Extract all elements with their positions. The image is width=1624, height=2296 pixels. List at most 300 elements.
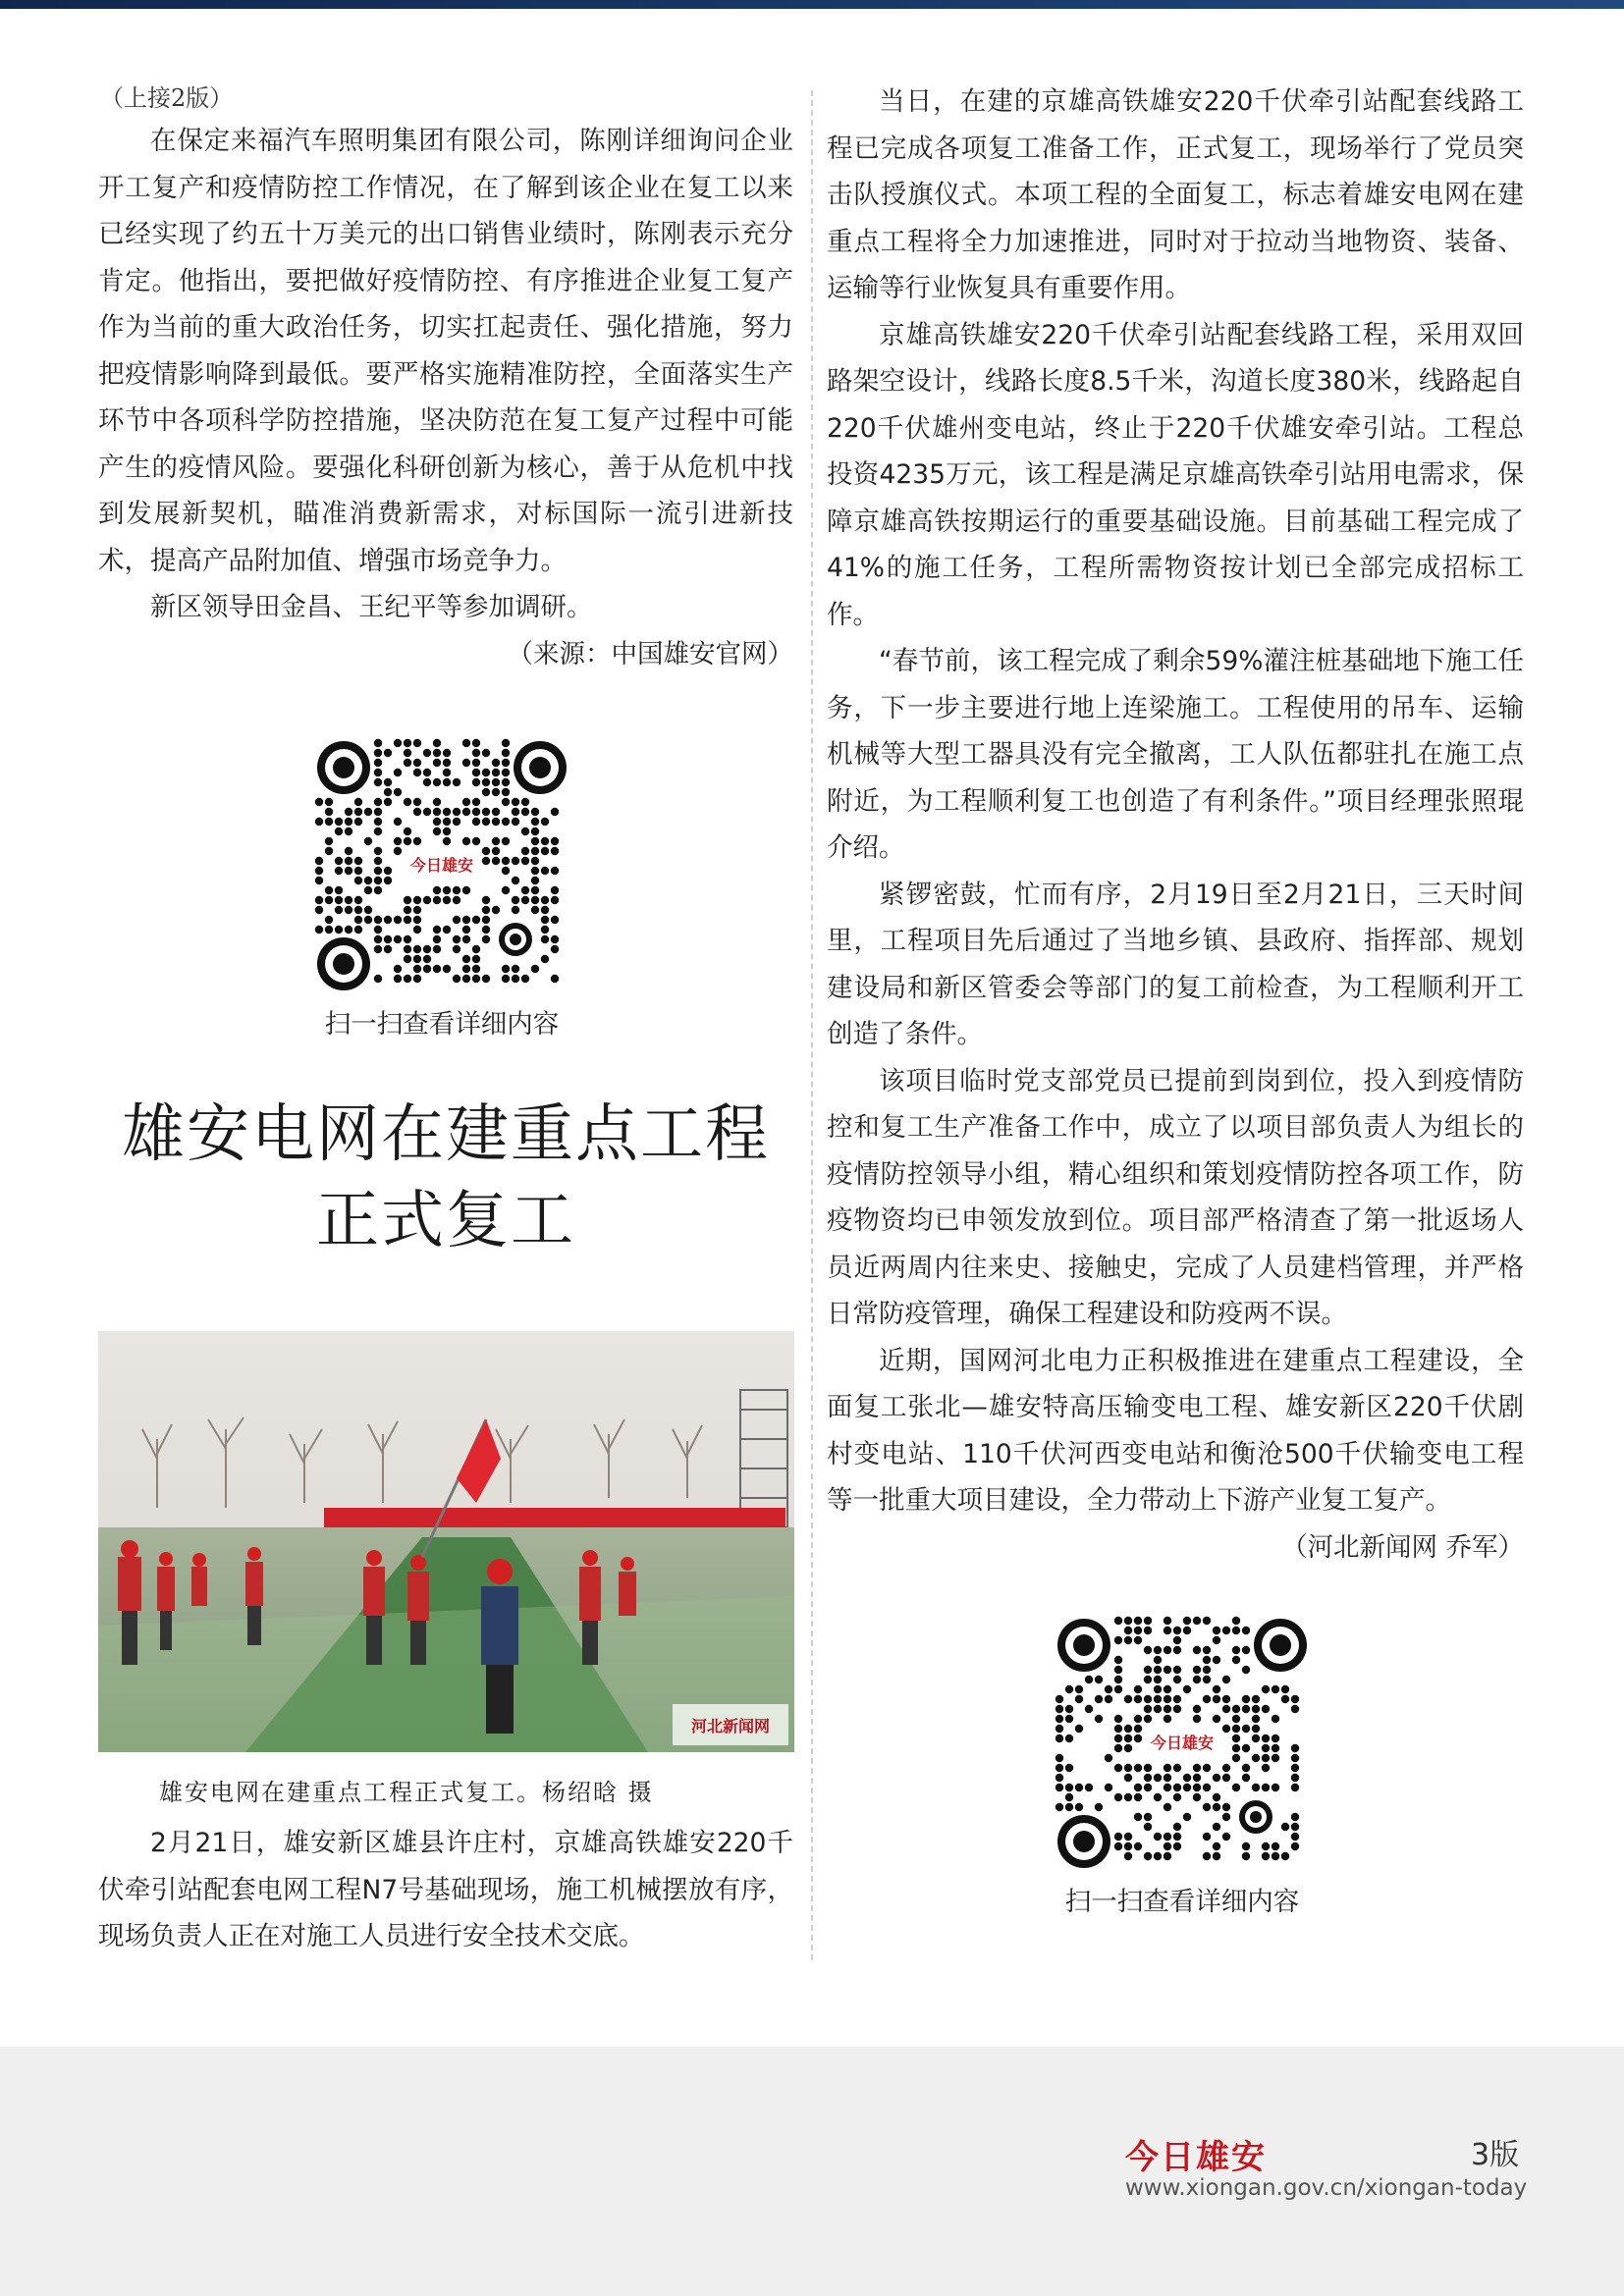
qr-module [1173, 1842, 1181, 1850]
qr-module [1144, 1627, 1152, 1634]
qr-module [1232, 1735, 1240, 1742]
qr-module [433, 739, 441, 747]
qr-code-block[interactable] [1055, 1616, 1310, 1922]
qr-code-icon[interactable] [314, 738, 569, 993]
qr-module [521, 886, 529, 894]
qr-module [1213, 1793, 1220, 1801]
qr-module [443, 749, 451, 757]
qr-module [374, 926, 382, 934]
qr-module [1222, 1803, 1230, 1811]
qr-module [521, 847, 529, 855]
qr-module [1164, 1617, 1171, 1625]
qr-module [1252, 1725, 1260, 1733]
qr-module [1056, 1725, 1063, 1733]
qr-module [394, 916, 402, 924]
qr-module [502, 788, 510, 796]
qr-module [1056, 1774, 1063, 1782]
qr-module [1173, 1627, 1181, 1634]
qr-module [1183, 1813, 1191, 1821]
qr-module [1222, 1695, 1230, 1703]
qr-module [1134, 1695, 1142, 1703]
qr-module [1056, 1695, 1063, 1703]
qr-module [1144, 1852, 1152, 1860]
qr-module [1105, 1695, 1112, 1703]
qr-module [482, 906, 490, 914]
qr-module [1213, 1823, 1220, 1831]
qr-module [1203, 1764, 1211, 1772]
article-paragraph: 紧锣密鼓，忙而有序，2月19日至2月21日，三天时间里，工程项目先后通过了当地乡镇、县政府、指挥部、规划建设局和新区管委会等部门的复工前检查，为工程顺利开工创造了条件。 [827, 879, 1524, 1049]
qr-caption: 扫一扫查看详细内容 [324, 1009, 560, 1040]
qr-module [482, 935, 490, 943]
qr-module [315, 906, 323, 914]
qr-module [1262, 1685, 1270, 1693]
qr-module [1114, 1725, 1122, 1733]
qr-module [1262, 1754, 1270, 1762]
qr-module [413, 808, 421, 816]
qr-module [462, 837, 470, 845]
qr-module [1272, 1744, 1279, 1752]
qr-module [1262, 1744, 1270, 1752]
qr-module [1193, 1617, 1201, 1625]
qr-module [1291, 1744, 1299, 1752]
qr-module [531, 896, 539, 904]
qr-module [482, 818, 490, 826]
qr-module [1173, 1764, 1181, 1772]
qr-module [404, 759, 411, 767]
qr-module [1242, 1695, 1250, 1703]
qr-module [1164, 1646, 1171, 1654]
qr-module [482, 847, 490, 855]
qr-module [1252, 1715, 1260, 1723]
qr-module [325, 837, 333, 845]
qr-module [394, 818, 402, 826]
qr-module [482, 975, 490, 983]
qr-module [521, 857, 529, 865]
qr-module [1222, 1764, 1230, 1772]
qr-module [1262, 1705, 1270, 1713]
qr-module [443, 896, 451, 904]
qr-module [453, 886, 460, 894]
qr-module [502, 867, 510, 875]
qr-module [1203, 1656, 1211, 1664]
news-photo [98, 1331, 794, 1752]
qr-module [1154, 1705, 1162, 1713]
qr-module [1164, 1842, 1171, 1850]
qr-module [1105, 1754, 1112, 1762]
qr-module [433, 945, 441, 953]
qr-module [1203, 1666, 1211, 1674]
qr-module [551, 867, 559, 875]
qr-module [1222, 1676, 1230, 1683]
article-paragraph: 2月21日，雄安新区雄县许庄村，京雄高铁雄安220千伏牵引站配套电网工程N7号基础现场，施工机械摆放有序，现场负责人正在对施工人员进行安全技术交底。 [98, 1828, 793, 1951]
qr-module [492, 857, 500, 865]
qr-module [1252, 1784, 1260, 1791]
qr-code-icon[interactable] [1055, 1616, 1310, 1871]
qr-module [354, 857, 362, 865]
qr-module [1183, 1685, 1191, 1693]
qr-module [1124, 1636, 1132, 1644]
qr-module [1144, 1823, 1152, 1831]
qr-module [492, 818, 500, 826]
qr-module [492, 808, 500, 816]
qr-module [335, 886, 343, 894]
page-number: 3版 [1471, 2138, 1520, 2172]
qr-module [1065, 1764, 1073, 1772]
qr-module [374, 808, 382, 816]
qr-module [1213, 1803, 1220, 1811]
qr-module [541, 916, 549, 924]
qr-module [404, 837, 411, 845]
qr-module [1124, 1725, 1132, 1733]
qr-module [1173, 1823, 1181, 1831]
qr-module [315, 896, 323, 904]
qr-module [1272, 1784, 1279, 1791]
qr-module [1114, 1842, 1122, 1850]
qr-module [1272, 1715, 1279, 1723]
qr-module [1183, 1627, 1191, 1634]
qr-module [1065, 1793, 1073, 1801]
qr-module [1065, 1705, 1073, 1713]
qr-module [1154, 1676, 1162, 1683]
qr-module [512, 808, 519, 816]
qr-module [1232, 1784, 1240, 1791]
qr-module [1291, 1833, 1299, 1841]
qr-module [1242, 1627, 1250, 1634]
qr-module [502, 778, 510, 786]
qr-module [413, 955, 421, 963]
qr-module [502, 798, 510, 806]
footer-url[interactable]: www.xiongan.gov.cn/xiongan-today [1125, 2175, 1528, 2201]
qr-module [423, 945, 431, 953]
qr-module [1124, 1774, 1132, 1782]
qr-module [502, 749, 510, 757]
qr-module [413, 906, 421, 914]
qr-module [394, 847, 402, 855]
qr-module [1222, 1833, 1230, 1841]
qr-module [364, 886, 372, 894]
qr-module [1134, 1685, 1142, 1693]
qr-module [1193, 1705, 1201, 1713]
qr-module [472, 739, 480, 747]
qr-module [364, 808, 372, 816]
qr-module [374, 818, 382, 826]
qr-module [374, 778, 382, 786]
qr-module [423, 896, 431, 904]
qr-module [1281, 1695, 1289, 1703]
qr-module [1291, 1784, 1299, 1791]
qr-module [374, 945, 382, 953]
photo-caption: 雄安电网在建重点工程正式复工。杨绍晗 摄 [159, 1779, 654, 1806]
qr-module [1222, 1627, 1230, 1634]
qr-module [1164, 1784, 1171, 1791]
qr-module [531, 818, 539, 826]
qr-module [1291, 1754, 1299, 1762]
qr-module [462, 808, 470, 816]
qr-module [472, 975, 480, 983]
qr-module [364, 916, 372, 924]
qr-module [502, 837, 510, 845]
qr-module [384, 916, 392, 924]
qr-module [325, 926, 333, 934]
qr-module [541, 847, 549, 855]
qr-module [1203, 1695, 1211, 1703]
qr-module [551, 837, 559, 845]
qr-module [482, 778, 490, 786]
qr-module [345, 847, 352, 855]
qr-module [325, 916, 333, 924]
qr-module [404, 955, 411, 963]
qr-module [433, 896, 441, 904]
qr-module [1291, 1774, 1299, 1782]
qr-module [404, 828, 411, 835]
qr-module [1242, 1774, 1250, 1782]
qr-module [374, 975, 382, 983]
qr-module [1193, 1666, 1201, 1674]
qr-module [413, 837, 421, 845]
qr-module [1272, 1754, 1279, 1762]
qr-module [1065, 1784, 1073, 1791]
qr-module [512, 857, 519, 865]
qr-module [413, 759, 421, 767]
right-column [827, 79, 1524, 1571]
qr-module [521, 798, 529, 806]
qr-module [1095, 1715, 1103, 1723]
qr-module [1095, 1676, 1103, 1683]
qr-module [1193, 1793, 1201, 1801]
photo-description [98, 1820, 793, 1960]
qr-module [384, 867, 392, 875]
qr-module [1144, 1676, 1152, 1683]
qr-module [453, 808, 460, 816]
headline-line: 正式复工 [316, 1185, 575, 1257]
qr-module [443, 828, 451, 835]
qr-module [1114, 1617, 1122, 1625]
qr-module [1164, 1764, 1171, 1772]
qr-module [1134, 1735, 1142, 1742]
qr-module [1252, 1735, 1260, 1742]
qr-module [1291, 1764, 1299, 1772]
qr-module [423, 965, 431, 973]
qr-module [541, 818, 549, 826]
qr-module [541, 926, 549, 934]
qr-module [551, 916, 559, 924]
qr-module [413, 798, 421, 806]
qr-module [384, 749, 392, 757]
qr-module [433, 759, 441, 767]
qr-module [1134, 1764, 1142, 1772]
qr-module [1193, 1646, 1201, 1654]
qr-module [531, 837, 539, 845]
qr-module [1065, 1715, 1073, 1723]
qr-module [443, 778, 451, 786]
qr-module [354, 896, 362, 904]
qr-module [374, 916, 382, 924]
qr-module [1232, 1617, 1240, 1625]
qr-module [1144, 1764, 1152, 1772]
qr-module [1173, 1676, 1181, 1683]
qr-module [1262, 1735, 1270, 1742]
qr-module [364, 877, 372, 884]
qr-module [374, 739, 382, 747]
qr-module [413, 739, 421, 747]
qr-module [1056, 1705, 1063, 1713]
qr-module [1242, 1852, 1250, 1860]
qr-module [551, 808, 559, 816]
qr-module [1164, 1685, 1171, 1693]
qr-module [472, 818, 480, 826]
qr-module [1114, 1793, 1122, 1801]
qr-module [443, 818, 451, 826]
qr-module [512, 906, 519, 914]
qr-module [1281, 1685, 1289, 1693]
qr-module [354, 916, 362, 924]
qr-module [1124, 1627, 1132, 1634]
qr-module [394, 935, 402, 943]
qr-module [1114, 1636, 1122, 1644]
qr-module [1085, 1676, 1093, 1683]
qr-module [1242, 1666, 1250, 1674]
qr-module [453, 975, 460, 983]
qr-module [335, 896, 343, 904]
qr-module [462, 739, 470, 747]
qr-module [374, 847, 382, 855]
qr-module [1114, 1744, 1122, 1752]
qr-module [1252, 1695, 1260, 1703]
qr-module [404, 935, 411, 943]
qr-module [374, 749, 382, 757]
qr-module [541, 906, 549, 914]
qr-module [1134, 1617, 1142, 1625]
qr-module [404, 798, 411, 806]
top-color-bar [0, 0, 1624, 9]
qr-module [502, 759, 510, 767]
qr-module [384, 945, 392, 953]
qr-module [394, 739, 402, 747]
qr-module [453, 935, 460, 943]
qr-module [354, 877, 362, 884]
qr-module [472, 945, 480, 953]
qr-module [1075, 1784, 1083, 1791]
qr-module [1144, 1695, 1152, 1703]
article-paragraph: 京雄高铁雄安220千伏牵引站配套线路工程，采用双回路架空设计，线路长度8.5千米，沟道长度380米，线路起自220千伏雄州变电站，终止于220千伏雄安牵引站。工程总投资4235万元，该工程是满足京雄高铁牵引站用电需求，保障京雄高铁按期运行的重要基础设施。目前基础工程完成了41%的施工任务，工程所需物资按计划已全部完成招标工作。 [827, 319, 1524, 630]
qr-module [502, 818, 510, 826]
qr-module [1272, 1735, 1279, 1742]
qr-module [512, 896, 519, 904]
qr-module [482, 896, 490, 904]
qr-module [1242, 1842, 1250, 1850]
qr-module [1134, 1636, 1142, 1644]
qr-module [453, 896, 460, 904]
qr-module [1056, 1715, 1063, 1723]
qr-module [374, 935, 382, 943]
qr-module [462, 935, 470, 943]
qr-module [1173, 1636, 1181, 1644]
qr-module [345, 828, 352, 835]
qr-module [374, 828, 382, 835]
qr-code-block[interactable] [314, 738, 569, 1044]
qr-module [1173, 1833, 1181, 1841]
qr-module [1173, 1705, 1181, 1713]
qr-module [551, 935, 559, 943]
qr-module [1114, 1833, 1122, 1841]
qr-module [1114, 1715, 1122, 1723]
qr-module [462, 916, 470, 924]
qr-module [521, 808, 529, 816]
qr-module [1114, 1685, 1122, 1693]
qr-module [1144, 1617, 1152, 1625]
qr-module [354, 818, 362, 826]
qr-module [1203, 1784, 1211, 1791]
qr-module [1232, 1725, 1240, 1733]
qr-module [482, 808, 490, 816]
qr-module [502, 739, 510, 747]
qr-module [551, 896, 559, 904]
qr-module [1291, 1695, 1299, 1703]
qr-module [1114, 1676, 1122, 1683]
qr-module [482, 926, 490, 934]
qr-module [384, 935, 392, 943]
qr-module [1114, 1764, 1122, 1772]
qr-module [433, 926, 441, 934]
qr-module [384, 798, 392, 806]
qr-module [492, 847, 500, 855]
qr-module [531, 906, 539, 914]
qr-module [1085, 1784, 1093, 1791]
qr-module [1124, 1617, 1132, 1625]
qr-module [462, 926, 470, 934]
qr-module [531, 867, 539, 875]
qr-module [1193, 1715, 1201, 1723]
qr-module [472, 778, 480, 786]
qr-module [335, 867, 343, 875]
qr-module [413, 945, 421, 953]
qr-module [531, 828, 539, 835]
qr-module [413, 926, 421, 934]
qr-module [1134, 1715, 1142, 1723]
qr-module [1075, 1803, 1083, 1811]
headline-line: 雄安电网在建重点工程 [122, 1098, 770, 1171]
qr-module [384, 788, 392, 796]
qr-module [1144, 1774, 1152, 1782]
qr-module [1183, 1784, 1191, 1791]
qr-module [315, 877, 323, 884]
qr-module [472, 798, 480, 806]
qr-module [1281, 1823, 1289, 1831]
qr-module [1203, 1646, 1211, 1654]
qr-module [325, 808, 333, 816]
article-paragraph: 当日，在建的京雄高铁雄安220千伏牵引站配套线路工程已完成各项复工准备工作，正式复工，现场举行了党员突击队授旗仪式。本项工程的全面复工，标志着雄安电网在建重点工程将全力加速推进，同时对于拉动当地物资、装备、运输等行业恢复具有重要作用。 [827, 86, 1524, 303]
qr-module [531, 847, 539, 855]
qr-module [433, 828, 441, 835]
qr-module [1144, 1784, 1152, 1791]
qr-module [404, 749, 411, 757]
qr-module [1114, 1666, 1122, 1674]
qr-module [531, 965, 539, 973]
qr-module [1213, 1695, 1220, 1703]
column-divider [811, 90, 813, 1960]
qr-module [521, 896, 529, 904]
article-paragraph: “春节前，该工程完成了剩余59%灌注桩基础地下施工任务，下一步主要进行地上连梁施工。工程使用的吊车、运输机械等大型工器具没有完全撤离，工人队伍都驻扎在施工点附近，为工程顺利复工也创造了有利条件。”项目经理张照琨介绍。 [827, 646, 1524, 863]
qr-module [1124, 1852, 1132, 1860]
qr-module [1114, 1656, 1122, 1664]
qr-module [404, 945, 411, 953]
qr-module [1213, 1685, 1220, 1693]
qr-module [512, 798, 519, 806]
qr-module [374, 877, 382, 884]
qr-module [1272, 1842, 1279, 1850]
qr-module [1075, 1685, 1083, 1693]
qr-module [1193, 1784, 1201, 1791]
